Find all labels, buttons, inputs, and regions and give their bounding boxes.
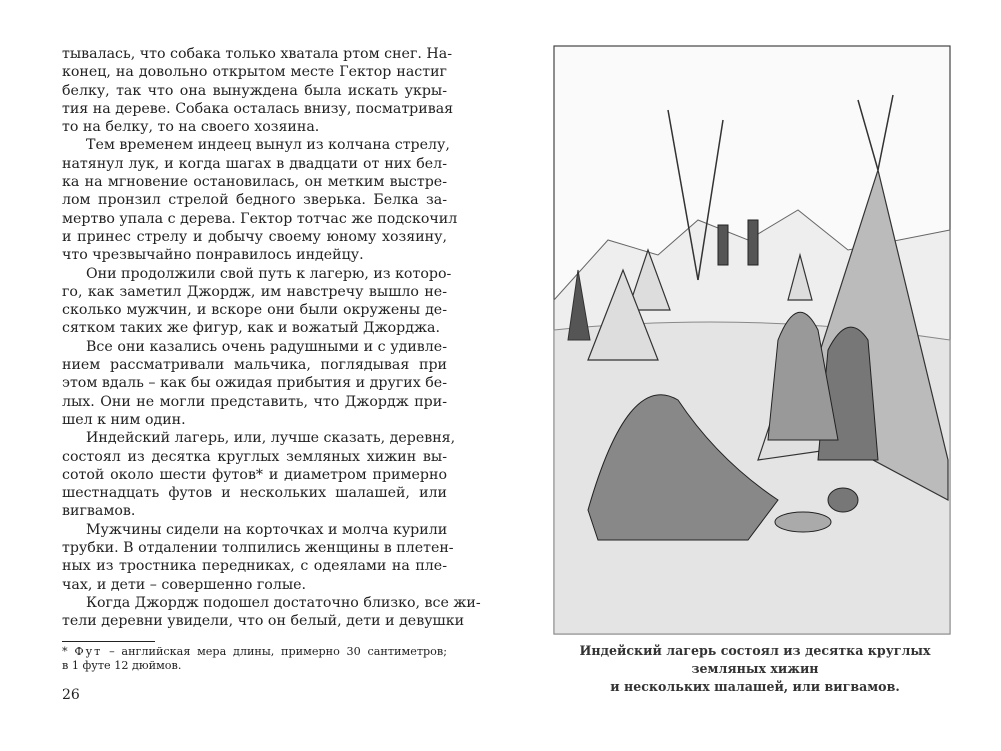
text-line: Они продолжили свой путь к лагерю, из которо- — [86, 265, 452, 282]
text-line: Все они казались очень радушными и с удивле- — [86, 338, 447, 355]
illustration-caption — [555, 642, 955, 696]
text-line: ных из тростника передниках, с одеялами на пле- — [62, 558, 447, 575]
text-line: чах, и дети – совершенно голые. — [62, 576, 307, 593]
caption-line-2: и нескольких шалашей, или вигвамов. — [610, 679, 900, 694]
footnote — [62, 645, 447, 673]
text-line: го, как заметил Джордж, им навстречу вышло не- — [62, 283, 447, 300]
text-line: состоял из десятка круглых земляных хижин вы- — [62, 448, 447, 465]
footnote-marker: * — [62, 645, 75, 658]
text-line: сотой около шести футов* и диаметром примерно — [62, 466, 447, 483]
footnote-text: – английская мера длины, примерно 30 сантиметров; — [102, 645, 447, 658]
caption-line-1: Индейский лагерь состоял из десятка круглых земляных хижин — [579, 643, 931, 676]
text-line: белку, так что она вынуждена была искать укры- — [62, 82, 447, 99]
body-text — [62, 45, 481, 631]
text-line: натянул лук, и когда шагах в двадцати от них бел- — [62, 155, 447, 172]
text-line: конец, на довольно открытом месте Гектор настиг — [62, 64, 447, 81]
text-line: мертво упала с дерева. Гектор тотчас же подскочил — [62, 210, 458, 227]
footnote-line-1 — [62, 645, 447, 659]
footnote-divider — [62, 641, 155, 642]
footnote-term: Фут — [74, 645, 103, 658]
text-line: что чрезвычайно понравилось индейцу. — [62, 247, 364, 264]
text-line: Тем временем индеец вынул из колчана стрелу, — [86, 137, 450, 154]
text-line: Мужчины сидели на корточках и молча курили — [86, 521, 448, 538]
footnote-line-2: в 1 футе 12 дюймов. — [62, 659, 182, 672]
text-line: тия на дереве. Собака осталась внизу, посматривая — [62, 100, 454, 117]
text-line: этом вдаль – как бы ожидая прибытия и других бе- — [62, 375, 447, 392]
text-line: лом пронзил стрелой бедного зверька. Белка за- — [62, 192, 447, 209]
text-line: Индейский лагерь, или, лучше сказать, деревня, — [86, 430, 456, 447]
text-line: трубки. В отдалении толпились женщины в плетен- — [62, 540, 454, 557]
text-line: ка на мгновение остановилась, он метким выстре- — [62, 174, 447, 191]
text-line: сколько мужчин, и вскоре они были окружены де- — [62, 302, 447, 319]
text-line: сятком таких же фигур, как и вожатый Джорджа. — [62, 320, 441, 337]
text-line: и принес стрелу и добычу своему юному хозяину, — [62, 228, 447, 245]
text-line: нием рассматривали мальчика, поглядывая при — [62, 357, 447, 374]
text-line: то на белку, то на своего хозяина. — [62, 119, 320, 136]
page-number: 26 — [62, 687, 80, 703]
text-line: тели деревни увидели, что он белый, дети и девушки — [62, 613, 465, 630]
text-line: вигвамов. — [62, 503, 136, 520]
text-line: шестнадцать футов и нескольких шалашей, или — [62, 485, 447, 502]
text-line: лых. Они не могли представить, что Джордж при- — [62, 393, 447, 410]
illustration-indian-camp — [548, 40, 956, 640]
text-line: шел к ним один. — [62, 411, 186, 428]
text-line: Когда Джордж подошел достаточно близко, все жи- — [86, 594, 481, 611]
text-line: тывалась, что собака только хватала ртом снег. На- — [62, 46, 453, 62]
